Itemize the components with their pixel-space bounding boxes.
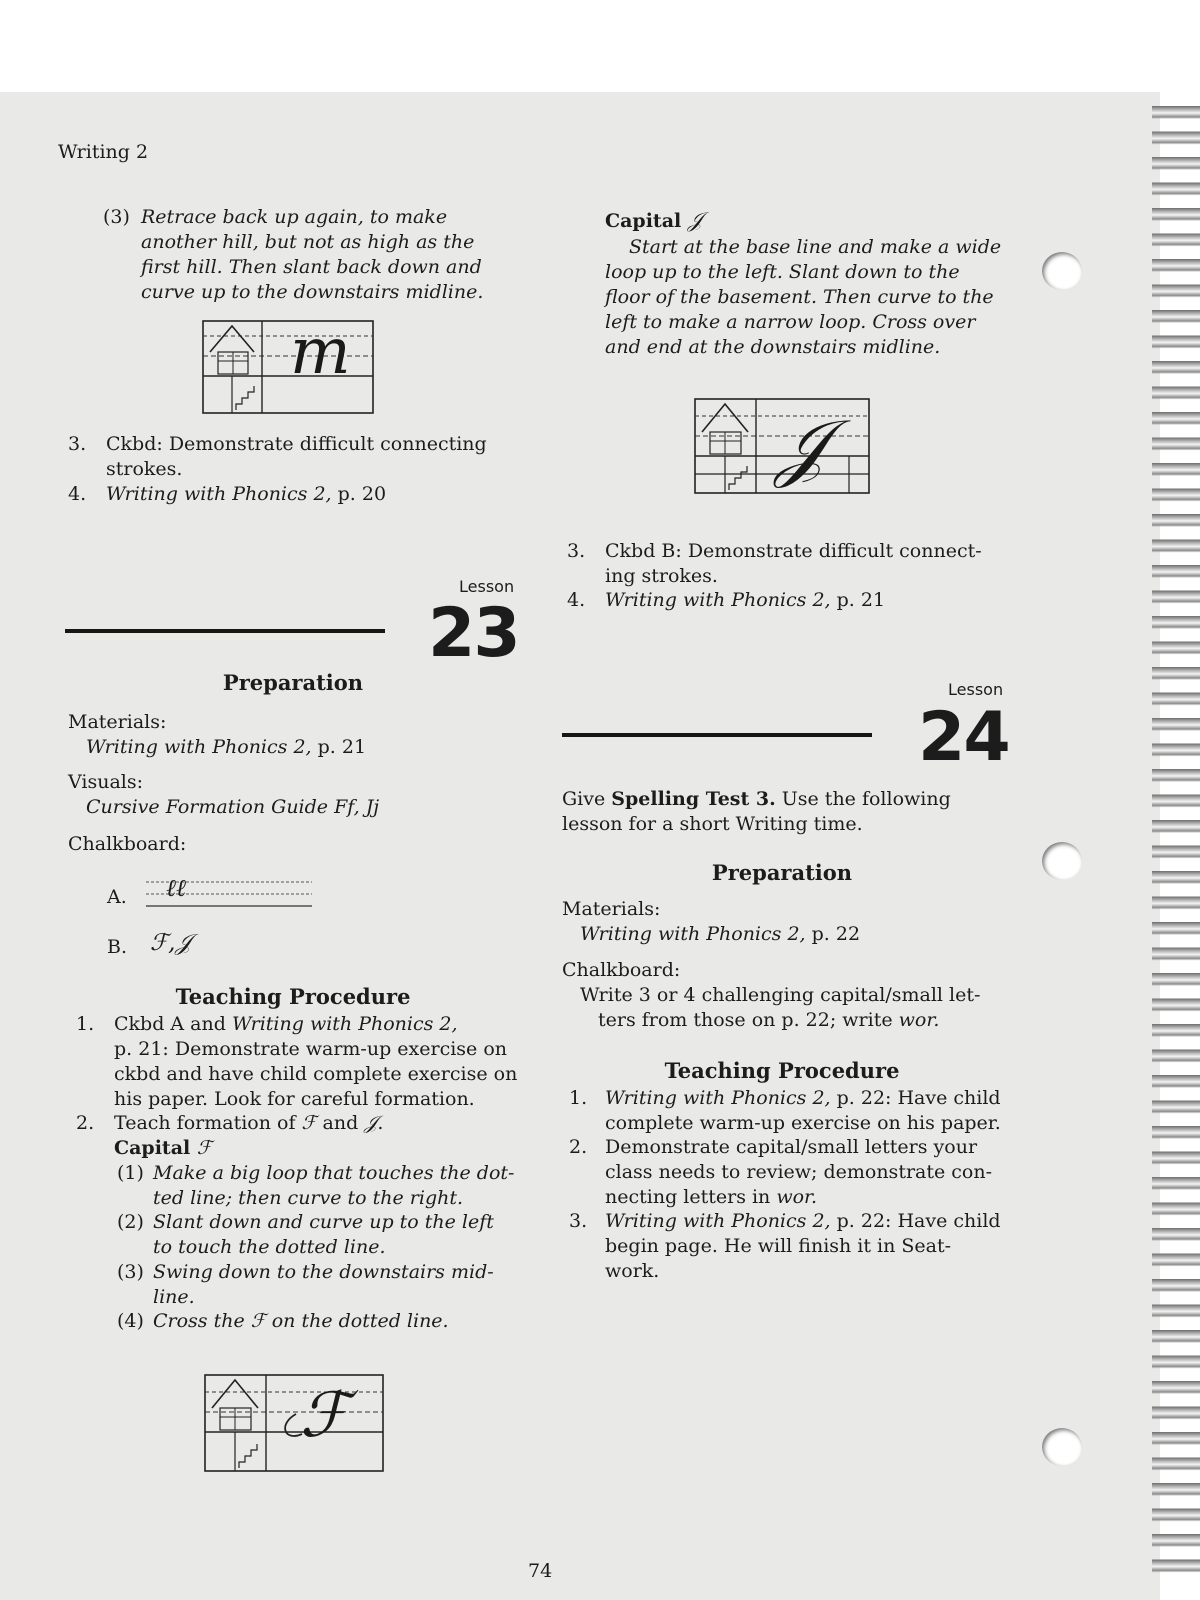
- capital-j-instructions: [605, 235, 1025, 360]
- item-number: 4.: [68, 483, 87, 505]
- visuals-label: Visuals:: [68, 771, 144, 793]
- tp2-text: necting letters in: [605, 1186, 777, 1208]
- f-step-4: [117, 1309, 527, 1334]
- chalkboard-value-24: [580, 983, 1010, 1033]
- tp2-text: .: [377, 1112, 384, 1134]
- right-tp-1: [569, 1086, 1009, 1136]
- teaching-procedure-heading-23: Teaching Procedure: [175, 984, 411, 1009]
- item-number: 3.: [569, 1210, 588, 1232]
- tp1-line: [114, 1012, 517, 1037]
- script-f: ℱ: [301, 1112, 317, 1134]
- left-tp-1: [76, 1012, 526, 1112]
- diagram-letter-j: 𝒥: [776, 404, 828, 490]
- give-text: Use the following: [775, 788, 951, 810]
- step-line: to touch the dotted line.: [153, 1236, 386, 1258]
- step-line: line.: [153, 1286, 195, 1308]
- materials-value: [86, 735, 366, 760]
- item-number: 1.: [569, 1087, 588, 1109]
- left-item-3: [68, 432, 528, 482]
- page-ref: p. 21: [311, 736, 367, 758]
- step-line: Swing down to the downstairs mid-: [153, 1261, 494, 1283]
- chalkboard-label-24: Chalkboard:: [562, 959, 681, 981]
- step3-line: another hill, but not as high as the: [141, 231, 475, 253]
- f-step-3: [117, 1260, 527, 1310]
- running-head: Writing 2: [58, 141, 149, 163]
- spelling-test-note: [562, 787, 1012, 837]
- book-title: Writing with Phonics 2,: [580, 923, 806, 945]
- j-line: left to make a narrow loop. Cross over: [605, 311, 976, 333]
- binder-hole-bottom: [1042, 1428, 1082, 1466]
- j-line: loop up to the left. Slant down to the: [605, 261, 960, 283]
- item-line: Ckbd B: Demonstrate difficult connect-: [605, 540, 982, 562]
- capital-j-heading: [605, 208, 702, 234]
- preparation-heading-24: Preparation: [711, 860, 853, 885]
- tp3-text: p. 22: Have child: [830, 1210, 1001, 1232]
- capital-f-glyph: ℱ: [196, 1137, 212, 1159]
- j-line: and end at the downstairs midline.: [605, 336, 941, 358]
- tp3-line: begin page. He will finish it in Seat-: [605, 1235, 952, 1257]
- f-formation-diagram: [204, 1374, 384, 1472]
- item-number: 1.: [76, 1013, 95, 1035]
- tp1-text: Ckbd A and: [114, 1013, 232, 1035]
- book-title: Writing with Phonics 2,: [86, 736, 312, 758]
- give-text: Give: [562, 788, 612, 810]
- chalk-line: [580, 1008, 1010, 1033]
- chalk-word: wor.: [898, 1009, 940, 1031]
- step-line: Make a big loop that touches the dot-: [153, 1162, 515, 1184]
- lesson-23-rule: [65, 629, 385, 633]
- tp3-line: [605, 1209, 1001, 1234]
- tp2-text: and: [316, 1112, 365, 1134]
- j-formation-diagram: [694, 398, 870, 494]
- right-tp-3: [569, 1209, 1009, 1284]
- left-tp-2: [76, 1111, 526, 1161]
- step-line: Slant down and curve up to the left: [153, 1211, 494, 1233]
- book-title: Writing with Phonics 2,: [605, 1210, 831, 1232]
- chalkboard-label: Chalkboard:: [68, 833, 187, 855]
- page-ref: p. 20: [331, 483, 387, 505]
- spelling-line: [562, 787, 1012, 812]
- spiral-binding: [1152, 100, 1200, 1580]
- item-line: ing strokes.: [605, 565, 718, 587]
- teaching-procedure-heading-24: Teaching Procedure: [664, 1058, 900, 1083]
- page-number: 74: [528, 1560, 553, 1582]
- f-step-1: [117, 1161, 527, 1211]
- item-number: 2.: [569, 1136, 588, 1158]
- item-number: 2.: [76, 1112, 95, 1134]
- step-number: (2): [117, 1211, 144, 1233]
- j-line: floor of the basement. Then curve to the: [605, 286, 994, 308]
- page-ref: p. 21: [830, 589, 886, 611]
- step-line: Cross the ℱ on the dotted line.: [153, 1310, 449, 1332]
- book-title: Writing with Phonics 2,: [231, 1013, 458, 1035]
- tp2-text: Teach formation of: [114, 1112, 302, 1134]
- diagram-letter-f: ℱ: [300, 1378, 349, 1451]
- left-item-4: [68, 482, 528, 507]
- tp2-line: [605, 1185, 992, 1210]
- preparation-heading-23: Preparation: [222, 670, 364, 695]
- binder-hole-middle: [1042, 842, 1082, 880]
- tp2-line: Demonstrate capital/small letters your: [605, 1136, 978, 1158]
- spelling-line: lesson for a short Writing time.: [562, 813, 863, 835]
- step3-text: [141, 205, 521, 305]
- chalk-a-label: A.: [107, 886, 127, 908]
- tp1-line: complete warm-up exercise on his paper.: [605, 1112, 1001, 1134]
- materials-value-24: [580, 922, 860, 947]
- chalk-a-script: ℓℓ: [166, 874, 186, 902]
- book-title: Writing with Phonics 2,: [106, 483, 332, 505]
- right-item-4: [567, 588, 1007, 613]
- item-number: 4.: [567, 589, 586, 611]
- step3-line: curve up to the downstairs midline.: [141, 281, 484, 303]
- right-tp-2: [569, 1135, 1009, 1210]
- tp3-line: work.: [605, 1260, 660, 1282]
- diagram-letter-m: m: [290, 320, 351, 389]
- tp1-line: ckbd and have child complete exercise on: [114, 1063, 518, 1085]
- tp2-line: [114, 1111, 383, 1136]
- tp1-line: his paper. Look for careful formation.: [114, 1088, 475, 1110]
- tp1-line: [605, 1086, 1001, 1111]
- book-title: Writing with Phonics 2,: [605, 589, 831, 611]
- lesson-24-number: 24: [918, 698, 1009, 777]
- step3-line: first hill. Then slant back down and: [141, 256, 482, 278]
- capital-f-label: Capital: [114, 1137, 197, 1159]
- materials-label-24: Materials:: [562, 898, 661, 920]
- m-formation-diagram: [202, 320, 374, 414]
- step3-number: (3): [103, 206, 130, 228]
- visuals-value: Cursive Formation Guide Ff, Jj: [86, 796, 380, 818]
- item-number: 3.: [567, 540, 586, 562]
- script-j: 𝒥: [364, 1112, 378, 1134]
- spelling-test-title: Spelling Test 3.: [611, 788, 776, 810]
- item-line: strokes.: [106, 458, 183, 480]
- chalk-text: ters from those on p. 22; write: [598, 1009, 899, 1031]
- book-title: Writing with Phonics 2,: [605, 1087, 831, 1109]
- binder-hole-top: [1042, 252, 1082, 290]
- tp2-word: wor.: [776, 1186, 818, 1208]
- capital-j-glyph: 𝒥: [687, 208, 703, 232]
- step-line: ted line; then curve to the right.: [153, 1187, 464, 1209]
- capital-f-heading: [114, 1136, 383, 1161]
- step-number: (3): [117, 1261, 144, 1283]
- lesson-24-rule: [562, 733, 872, 737]
- chalk-b-script: ℱ,𝒥: [150, 930, 192, 956]
- tp1-line: p. 21: Demonstrate warm-up exercise on: [114, 1038, 508, 1060]
- materials-label: Materials:: [68, 711, 167, 733]
- tp1-text: p. 22: Have child: [830, 1087, 1001, 1109]
- tp2-line: class needs to review; demonstrate con-: [605, 1161, 993, 1183]
- j-line: Start at the base line and make a wide: [629, 236, 1002, 258]
- item-line: Ckbd: Demonstrate difficult connecting: [106, 433, 487, 455]
- lesson-23-number: 23: [428, 594, 519, 673]
- f-step-2: [117, 1210, 527, 1260]
- item-number: 3.: [68, 433, 87, 455]
- page-ref: p. 22: [805, 923, 861, 945]
- chalk-b-label: B.: [107, 936, 128, 958]
- right-item-3: [567, 539, 1007, 589]
- lesson-24-label: Lesson: [948, 680, 1004, 699]
- step-number: (4): [117, 1310, 144, 1332]
- step-number: (1): [117, 1162, 144, 1184]
- chalk-line: Write 3 or 4 challenging capital/small let-: [580, 984, 981, 1006]
- capital-j-label: Capital: [605, 210, 688, 232]
- step3-line: Retrace back up again, to make: [141, 206, 448, 228]
- lesson-23-label: Lesson: [459, 577, 515, 596]
